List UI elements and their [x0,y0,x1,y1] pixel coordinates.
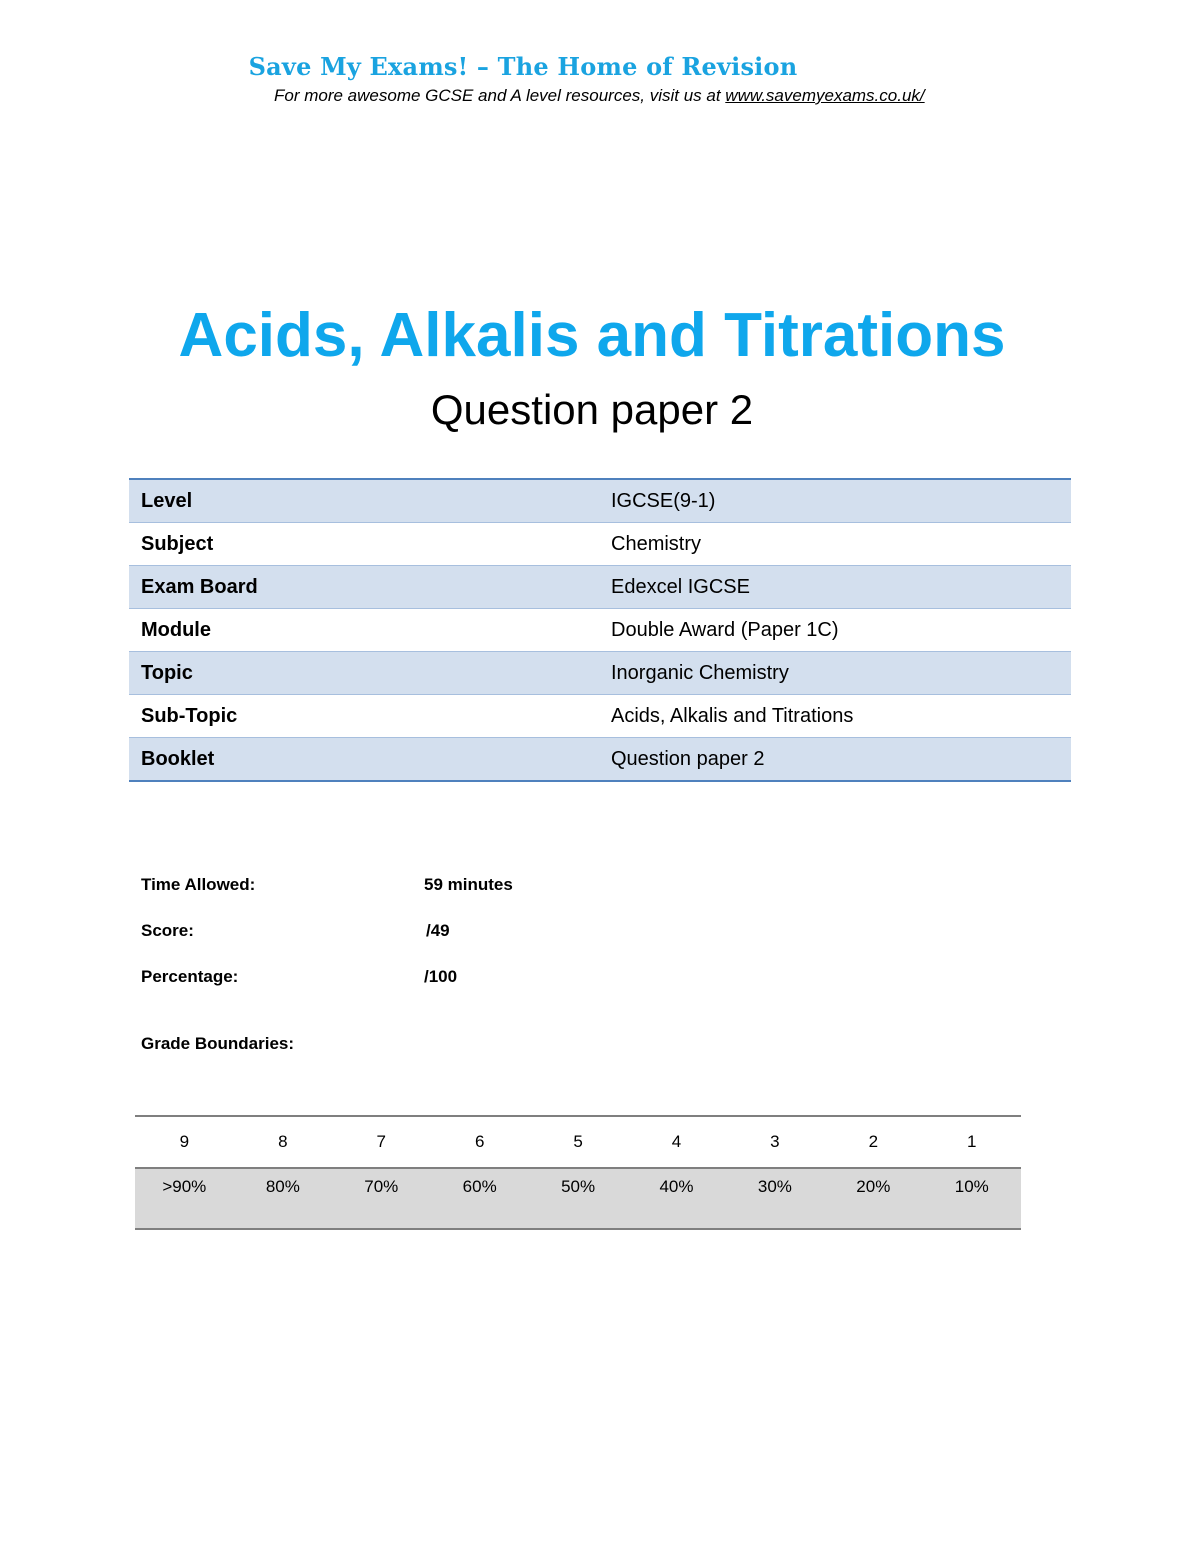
grade-row [135,1116,1021,1168]
info-row-topic [129,652,1071,695]
percent-cell: 10% [923,1168,1022,1229]
score-label: Score: [141,921,194,940]
info-label: Module [141,618,211,641]
percent-cell: 60% [430,1168,528,1229]
score-value: /49 [426,921,450,940]
grade-cell: 8 [234,1116,332,1168]
header-subtitle-text: For more awesome GCSE and A level resources, visit us at [274,86,726,105]
info-row-sub-topic [129,695,1071,738]
grade-cell: 3 [726,1116,824,1168]
info-label: Topic [129,652,599,695]
grade-boundaries-label: Grade Boundaries: [141,1034,295,1053]
percentage-value: /100 [424,967,458,986]
percent-cell: 50% [529,1168,627,1229]
info-row-exam-board [129,566,1071,609]
info-table [129,478,1071,782]
info-label: Level [129,479,599,523]
time-allowed-value: 59 minutes [424,875,513,894]
info-label: Booklet [129,738,599,782]
savemyexams-link[interactable]: www.savemyexams.co.uk/ [725,86,925,105]
grade-cell: 2 [824,1116,922,1168]
info-row-module [129,609,1071,652]
header-title: Save My Exams! – The Home of Revision [248,52,798,81]
document-subtitle: Question paper 2 [430,386,754,433]
grade-cell: 9 [135,1116,234,1168]
grade-boundaries-table [135,1115,1021,1230]
info-label: Subject [141,532,214,555]
percent-cell: 20% [824,1168,922,1229]
info-row-level [129,479,1071,523]
percent-cell: 70% [332,1168,430,1229]
percent-row [135,1168,1021,1229]
percentage-label: Percentage: [141,967,239,986]
info-row-subject [129,523,1071,566]
info-row-booklet [129,738,1071,782]
info-value: Acids, Alkalis and Titrations [611,704,854,727]
percent-cell: 80% [234,1168,332,1229]
info-label: Sub-Topic [141,704,238,727]
info-label: Exam Board [129,566,599,609]
grade-cell: 1 [923,1116,1022,1168]
grade-cell: 4 [627,1116,725,1168]
grade-cell: 7 [332,1116,430,1168]
percent-cell: >90% [135,1168,234,1229]
info-value: Chemistry [611,532,702,555]
info-value: Inorganic Chemistry [599,652,1071,695]
grade-cell: 5 [529,1116,627,1168]
document-title: Acids, Alkalis and Titrations [178,301,1006,370]
info-value: Edexcel IGCSE [599,566,1071,609]
info-value: Question paper 2 [599,738,1071,782]
time-allowed-label: Time Allowed: [141,875,256,894]
info-value: IGCSE(9-1) [599,479,1071,523]
header-subtitle [274,86,925,106]
percent-cell: 30% [726,1168,824,1229]
info-value: Double Award (Paper 1C) [611,618,839,641]
grade-cell: 6 [430,1116,528,1168]
percent-cell: 40% [627,1168,725,1229]
